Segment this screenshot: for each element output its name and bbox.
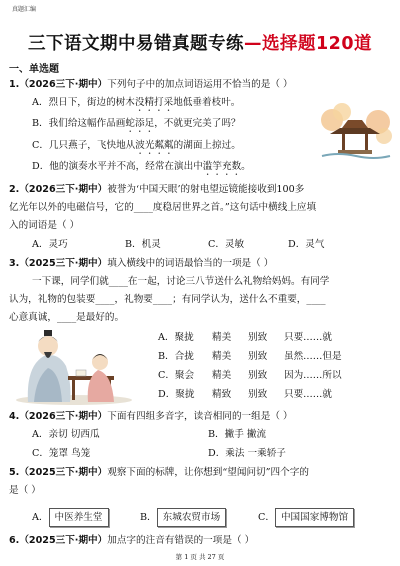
q1-d-pre: D．他的演奏水平并不高，经常在演出中 — [32, 161, 203, 172]
q1-option-c[interactable] — [32, 139, 241, 157]
q2-option-d[interactable]: D．灵气 — [288, 239, 325, 250]
q5-option-c[interactable] — [258, 508, 354, 527]
q3-option-c[interactable] — [158, 369, 342, 382]
q3-d-w1: D．聚拢 — [158, 389, 195, 400]
q3-c-w3: 别致 — [248, 370, 268, 381]
q5-b-label: B． — [140, 512, 157, 523]
q6-stem-text: 加点字的注音有错误的一项是（ ） — [107, 535, 255, 546]
q3-a-w2: 精美 — [212, 332, 232, 343]
q2-line3: 入的词语是（ ） — [9, 220, 80, 231]
q1-a-post: 地低垂着枝叶。 — [173, 97, 241, 108]
q3-passage-3: 心意真诚，____是最好的。 — [9, 312, 125, 323]
q5-a-sign: 中医养生堂 — [49, 508, 109, 527]
q5-num: 5. — [9, 467, 20, 478]
q5-c-sign: 中国国家博物馆 — [275, 508, 354, 527]
q3-b-w4: 虽然……但是 — [284, 351, 342, 362]
q3-option-b[interactable] — [158, 350, 342, 363]
q3-a-w1: A．聚拢 — [158, 332, 194, 343]
q5-src: （2025三下·期中） — [19, 467, 108, 478]
q5-line2: 是（ ） — [9, 485, 41, 496]
q1-option-a[interactable] — [32, 96, 240, 114]
pavilion-illustration — [318, 102, 394, 162]
q5-a-label: A． — [32, 512, 49, 523]
q3-num: 3. — [9, 258, 20, 269]
q3-src: （2025三下·期中） — [19, 258, 108, 269]
q5-l1: 观察下面的标牌，让你想到“望闻问切”四个字的 — [107, 467, 309, 478]
q2-option-b[interactable]: B．机灵 — [125, 239, 161, 250]
q3-c-w2: 精美 — [212, 370, 232, 381]
q3-b-w3: 别致 — [248, 351, 268, 362]
q3-a-w4: 只要……就 — [284, 332, 332, 343]
q1-num: 1. — [9, 79, 20, 90]
q5-c-label: C． — [258, 512, 275, 523]
q1-src: （2026三下·期中） — [19, 79, 108, 90]
q4-option-a[interactable]: A．亲切 切西瓜 — [32, 429, 100, 440]
q1-b-post: ，不就更完美了吗？ — [154, 118, 241, 129]
q3-stem-text: 填入横线中的词语最恰当的一项是（ ） — [107, 258, 274, 269]
q1-b-dot: 蛇添足 — [125, 118, 155, 129]
q3-a-w3: 别致 — [248, 332, 268, 343]
title-sep: — — [243, 34, 262, 54]
q1-option-d[interactable] — [32, 160, 251, 178]
page-footer: 第 1 页 共 27 页 — [175, 553, 225, 561]
q6-num: 6. — [9, 535, 20, 546]
q1-b-pre: B．我们给这幅作品画 — [32, 118, 126, 129]
q3-passage-1: 一下课，同学们就____在一起，讨论三八节送什么礼物给妈妈。有同学 — [32, 276, 330, 287]
title-red: 选择题120道 — [261, 34, 373, 54]
q2-option-a[interactable]: A．灵巧 — [32, 239, 68, 250]
q1-a-dot: 没精打采 — [134, 97, 174, 108]
q3-stem — [9, 257, 273, 270]
q6-stem — [9, 534, 254, 547]
header-label: 真题汇编 — [12, 6, 37, 13]
q5-b-sign: 东城农贸市场 — [157, 508, 227, 527]
q3-b-w1: B．合拢 — [158, 351, 194, 362]
q4-option-d[interactable]: D．乘法 一乘轿子 — [208, 448, 286, 459]
q3-d-w3: 别致 — [248, 389, 268, 400]
page-title — [0, 30, 400, 55]
q4-stem — [9, 410, 293, 423]
q2-line1 — [9, 183, 304, 196]
q3-passage-2: 认为，礼物的包装要____，礼物要____；有同学认为，送什么不重要，____ — [9, 294, 326, 305]
q1-c-post: 的湖面上掠过。 — [173, 140, 241, 151]
q3-option-a[interactable] — [158, 331, 332, 344]
q6-src: （2025三下·期中） — [19, 535, 108, 546]
q3-option-d[interactable] — [158, 388, 332, 401]
q3-c-w1: C．聚会 — [158, 370, 195, 381]
q1-c-dot: 波光粼粼 — [135, 140, 174, 151]
q1-stem-text: 下列句子中的加点词语运用不恰当的是（ ） — [107, 79, 293, 90]
q2-l1: 被誉为‘中国天眼’的射电望远镜能接收到100多 — [107, 184, 305, 195]
q3-c-w4: 因为……所以 — [284, 370, 342, 381]
q1-d-dot: 滥竽充数 — [202, 161, 242, 172]
q2-option-c[interactable]: C．灵敏 — [208, 239, 245, 250]
q2-src: （2026三下·期中） — [19, 184, 108, 195]
q4-num: 4. — [9, 411, 20, 422]
q5-option-a[interactable] — [32, 508, 109, 527]
q3-b-w2: 精美 — [212, 351, 232, 362]
q4-option-c[interactable]: C．笼罩 鸟笼 — [32, 448, 91, 459]
scholar-illustration — [14, 322, 140, 406]
q1-d-post: 。 — [241, 161, 251, 172]
q4-stem-text: 下面有四组多音字，读音相同的一组是（ ） — [107, 411, 293, 422]
q1-stem — [9, 78, 293, 91]
q5-option-b[interactable] — [140, 508, 226, 527]
q3-d-w2: 精致 — [212, 389, 232, 400]
q2-num: 2. — [9, 184, 20, 195]
q2-line2: 亿光年以外的电磁信号，它的____度稳居世界之首。”这句话中横线上应填 — [9, 202, 317, 213]
title-main: 三下语文期中易错真题专练 — [27, 34, 244, 54]
q1-option-b[interactable] — [32, 117, 241, 135]
q4-option-b[interactable]: B．撇手 撇流 — [208, 429, 267, 440]
q3-d-w4: 只要……就 — [284, 389, 332, 400]
q5-line1 — [9, 466, 309, 479]
q1-c-pre: C．几只燕子，飞快地从 — [32, 140, 136, 151]
q1-a-pre: A．烈日下，街边的树木 — [32, 97, 135, 108]
q4-src: （2026三下·期中） — [19, 411, 108, 422]
section-heading: 一、单选题 — [9, 64, 59, 75]
